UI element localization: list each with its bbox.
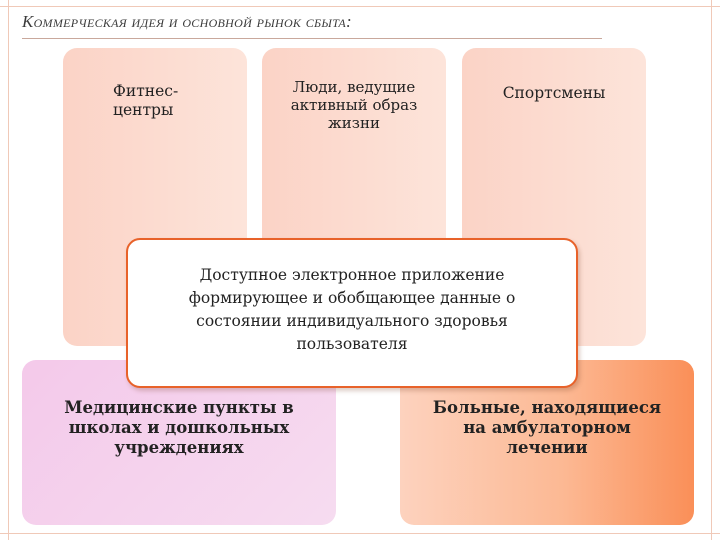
slide-title xyxy=(22,12,352,32)
slide-title-text: Коммерческая идея и основной рынок сбыта: xyxy=(22,12,353,31)
segment-label-fitness: Фитнес- центры xyxy=(113,82,179,119)
title-underline xyxy=(22,38,602,39)
segment-label-medical-points: Медицинские пункты в школах и дошкольных учреждениях xyxy=(64,398,294,457)
segment-label-outpatients: Больные, находящиеся на амбулаторном лечении xyxy=(432,398,662,457)
central-idea-text: Доступное электронное приложение формирующее и обобщающее данные о состоянии индивидуального здоровья пользователя xyxy=(188,266,516,353)
segment-label-athletes: Спортсмены xyxy=(502,84,606,102)
frame-line-top xyxy=(0,6,720,7)
segment-label-active-people: Люди, ведущие активный образ жизни xyxy=(290,78,418,132)
frame-line-right xyxy=(711,0,712,540)
frame-line-left xyxy=(8,0,9,540)
central-idea-box xyxy=(126,238,578,388)
frame-line-bottom xyxy=(0,533,720,534)
